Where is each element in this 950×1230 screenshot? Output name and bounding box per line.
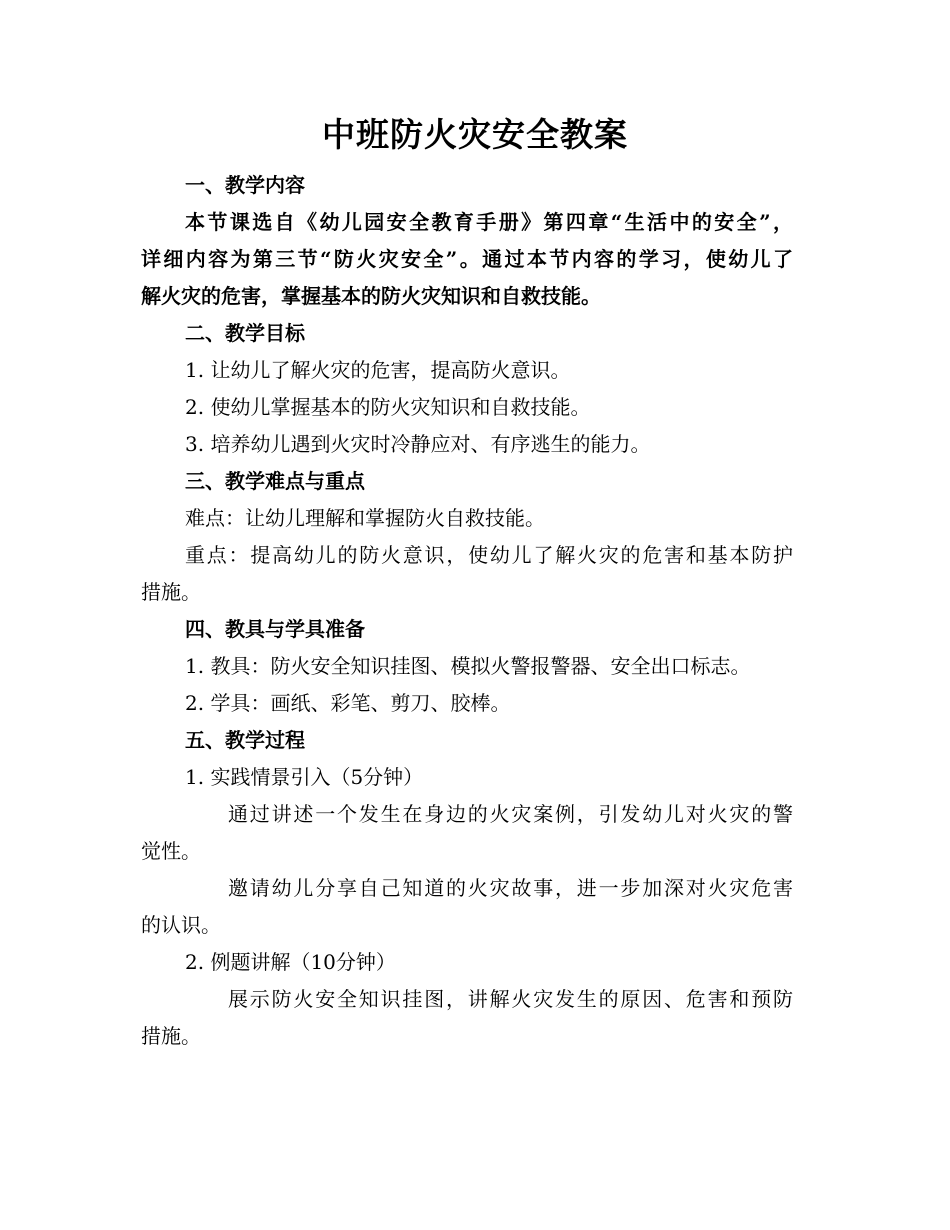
objective-item: 2. 使幼儿掌握基本的防火灾知识和自救技能。 bbox=[185, 395, 591, 419]
section-heading-process: 五、教学过程 bbox=[185, 728, 305, 752]
process-paragraph-line: 的认识。 bbox=[141, 913, 221, 937]
material-item: 2. 学具：画纸、彩笔、剪刀、胶棒。 bbox=[185, 691, 511, 715]
section-heading-content: 一、教学内容 bbox=[185, 173, 305, 197]
section-heading-key-points: 三、教学难点与重点 bbox=[185, 469, 365, 493]
process-paragraph-line: 邀请幼儿分享自己知道的火灾故事，进一步加深对火灾危害 bbox=[228, 876, 793, 900]
content-paragraph-line: 本节课选自《幼儿园安全教育手册》第四章“生活中的安全”， bbox=[185, 210, 793, 234]
objective-item: 3. 培养幼儿遇到火灾时冷静应对、有序逃生的能力。 bbox=[185, 432, 651, 456]
section-heading-materials: 四、教具与学具准备 bbox=[185, 617, 365, 641]
process-paragraph-line: 展示防火安全知识挂图，讲解火灾发生的原因、危害和预防 bbox=[228, 987, 793, 1011]
objective-item: 1. 让幼儿了解火灾的危害，提高防火意识。 bbox=[185, 358, 571, 382]
process-paragraph-line: 觉性。 bbox=[141, 839, 201, 863]
process-step: 1. 实践情景引入（5分钟） bbox=[185, 765, 424, 789]
process-paragraph-line: 措施。 bbox=[141, 1024, 201, 1048]
content-paragraph-line: 详细内容为第三节“防火灾安全”。通过本节内容的学习，使幼儿了 bbox=[141, 247, 793, 271]
content-paragraph-line: 解火灾的危害，掌握基本的防火灾知识和自救技能。 bbox=[141, 284, 601, 308]
process-step: 2. 例题讲解（10分钟） bbox=[185, 950, 396, 974]
material-item: 1. 教具：防火安全知识挂图、模拟火警报警器、安全出口标志。 bbox=[185, 654, 751, 678]
section-heading-objectives: 二、教学目标 bbox=[185, 321, 305, 345]
key-point-line: 重点：提高幼儿的防火意识，使幼儿了解火灾的危害和基本防护 bbox=[185, 543, 793, 567]
document-title: 中班防火灾安全教案 bbox=[322, 115, 628, 154]
key-point-line: 措施。 bbox=[141, 580, 201, 604]
process-paragraph-line: 通过讲述一个发生在身边的火灾案例，引发幼儿对火灾的警 bbox=[228, 802, 793, 826]
difficult-point: 难点：让幼儿理解和掌握防火自救技能。 bbox=[185, 506, 545, 530]
